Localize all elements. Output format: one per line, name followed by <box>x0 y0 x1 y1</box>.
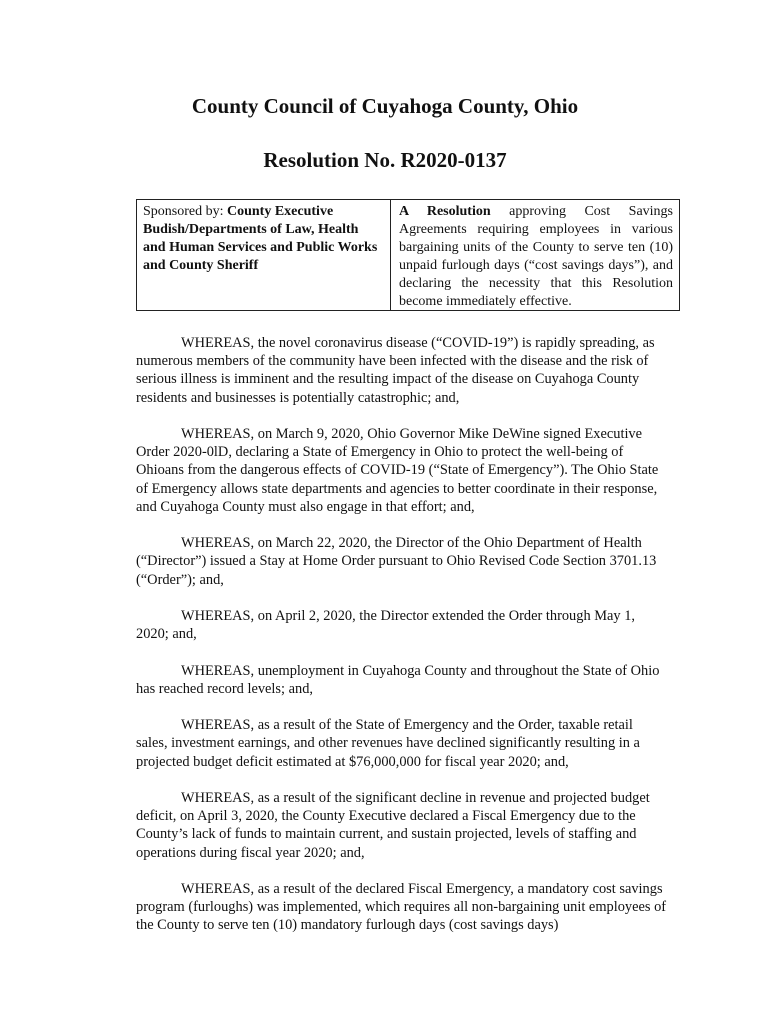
sponsor-cell <box>137 200 391 310</box>
whereas-paragraph-5: WHEREAS, unemployment in Cuyahoga County and throughout the State of Ohio has reached record levels; and, <box>136 662 660 697</box>
sponsor-table <box>136 199 680 311</box>
whereas-paragraph-2: WHEREAS, on March 9, 2020, Ohio Governor Mike DeWine signed Executive Order 2020-0lD, declaring a State of Emergency in Ohio to protect the well-being of Ohioans from the dangerous effects of COVID-19 (“State of Emergency”). The Ohio State of Emergency allows state departments and agencies to better coordinate in their response, and Cuyahoga County must also engage in that effort; and, <box>136 426 659 515</box>
resolution-number: Resolution No. R2020-0137 <box>263 148 507 172</box>
summary-text: approving Cost Savings Agreements requiring employees in various bargaining units of the County to serve ten (10) unpaid furlough days (“cost savings days”), and declaring the necessity that this Resolution become immediately effective. <box>399 204 674 309</box>
whereas-paragraph-8: WHEREAS, as a result of the declared Fiscal Emergency, a mandatory cost savings program (furloughs) was implemented, which requires all non-bargaining unit employees of the County to serve ten (10) mandatory furlough days (cost savings days) <box>136 880 667 934</box>
whereas-paragraph-1: WHEREAS, the novel coronavirus disease (“COVID-19”) is rapidly spreading, as numerous members of the community have been infected with the disease and the risk of serious illness is imminent and the resulting impact of the disease on Cuyahoga County residents and businesses is potentially catastrophic; and, <box>136 335 655 406</box>
resolution-body <box>136 334 668 953</box>
whereas-paragraph-3: WHEREAS, on March 22, 2020, the Director of the Ohio Department of Health (“Director”) issued a Stay at Home Order pursuant to Ohio Revised Code Section 3701.13 (“Order”); and, <box>136 535 657 588</box>
whereas-paragraph-7: WHEREAS, as a result of the significant decline in revenue and projected budget deficit, on April 3, 2020, the County Executive declared a Fiscal Emergency due to the County’s lack of funds to maintain current, and sustain projected, levels of staffing and operations during fiscal year 2020; and, <box>136 789 650 861</box>
summary-lead: A Resolution <box>399 204 491 219</box>
sponsor-prefix: Sponsored by: <box>143 204 227 219</box>
sponsor-names: County Executive Budish/Departments of Law, Health and Human Services and Public Works and County Sheriff <box>143 204 378 273</box>
whereas-paragraph-4: WHEREAS, on April 2, 2020, the Director extended the Order through May 1, 2020; and, <box>136 608 636 643</box>
resolution-summary-cell <box>391 200 679 310</box>
council-title: County Council of Cuyahoga County, Ohio <box>191 94 579 118</box>
whereas-paragraph-6: WHEREAS, as a result of the State of Emergency and the Order, taxable retail sales, investment earnings, and other revenues have declined significantly resulting in a projected budget deficit estimated at $76,000,000 for fiscal year 2020; and, <box>136 717 640 770</box>
